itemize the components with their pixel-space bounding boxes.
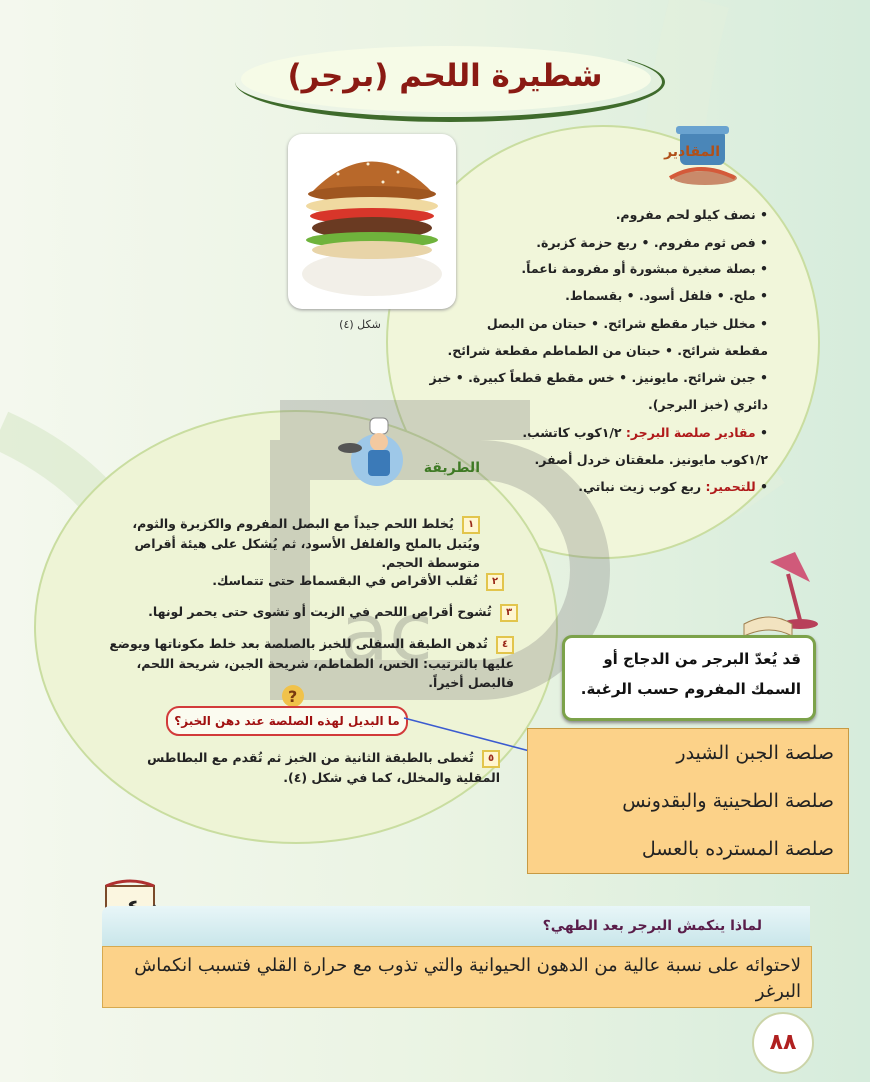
method-step (96, 514, 480, 572)
page-title: شطيرة اللحم (برجر) (287, 58, 603, 94)
step-number: ٢ (486, 573, 504, 591)
step-text: تُقلب الأقراص في البقسماط حتى تتماسك. (212, 573, 478, 588)
step-number: ٥ (482, 750, 500, 768)
answer-item: صلصة المسترده بالعسل (641, 838, 834, 860)
step-number: ١ (462, 516, 480, 534)
title-banner (235, 42, 665, 122)
ingredient-line: • مخلل خيار مقطع شرائح. • حبتان من البصل (486, 316, 768, 331)
watermark-text: ac (340, 586, 434, 679)
sauce-label: مقادير صلصة البرجر: (625, 425, 756, 440)
alternatives-answer-box (527, 728, 849, 874)
step-text: تُغطى بالطبقة الثانية من الخبز ثم تُقدم مع البطاطس المقلية والمخلل، كما في شكل (٤). (147, 750, 500, 785)
answer-item: صلصة الطحينية والبقدونس (622, 790, 834, 812)
method-label: الطريقة (423, 460, 480, 476)
step-text: تُدهن الطبقة السفلى للخبز بالصلصة بعد خلط مكوناتها ويوضع عليها بالترتيب: الخس، الطماطم، شريحة الجبن، شريحة اللحم، فالبصل أخيراً. (109, 636, 514, 690)
tip-line-2: السمك المفروم حسب الرغبة. (580, 680, 801, 698)
photo-caption: شكل (٤) (339, 318, 381, 331)
svg-text:?: ? (288, 687, 298, 706)
ingredients-label: المقادير (664, 144, 720, 160)
ingredient-line: • ملح. • فلفل أسود. • بقسماط. (565, 288, 768, 303)
sauce-line-2: ١/٢كوب مايونيز. ملعقتان خردل أصفر. (534, 452, 768, 467)
page-number: ٨٨ (752, 1012, 814, 1074)
method-step (120, 571, 504, 591)
method-step (96, 634, 514, 692)
ingredient-line: • فص ثوم مفروم. • ربع حزمة كزبرة. (536, 235, 768, 250)
ingredient-line: • بصلة صغيرة مبشورة أو مفرومة ناعماً. (521, 261, 768, 276)
step-text: يُخلط اللحم جيداً مع البصل المفروم والكزبرة والثوم، ويُتبل بالملح والفلفل الأسود، ثم يُشكل على هيئة أقراص متوسطة الحجم. (132, 516, 480, 570)
bottom-answer: لاحتوائه على نسبة عالية من الدهون الحيوانية والتي تذوب مع حرارة القلي فتسبب انكماش البرغر (134, 955, 801, 1002)
question-mark-icon (280, 684, 306, 708)
ingredient-line: دائري (خبز البرجر). (647, 397, 768, 412)
answer-item: صلصة الجبن الشيدر (676, 742, 834, 764)
bottom-question-bar (102, 906, 810, 946)
fry-line: • للتحمير: ربع كوب زيت نباتي. (578, 479, 768, 494)
ingredient-line: مقطعة شرائح. • حبتان من الطماطم مقطعة شرائح. (447, 343, 768, 358)
tip-box (562, 635, 816, 721)
tip-line-1: قد يُعدّ البرجر من الدجاج أو (603, 650, 801, 668)
step-number: ٣ (500, 604, 518, 622)
chef-icon (332, 410, 412, 490)
alternative-question: ما البديل لهذه الصلصة عند دهن الخبز؟ (166, 706, 408, 736)
fry-text: ربع كوب زيت نباتي. (578, 479, 702, 494)
lamp-book-icon (740, 552, 830, 642)
step-number: ٤ (496, 636, 514, 654)
bottom-question: لماذا ينكمش البرجر بعد الطهي؟ (542, 918, 762, 934)
sauce-line: • مقادير صلصة البرجر: ١/٢كوب كاتشب. (522, 425, 768, 440)
method-step (110, 602, 518, 622)
sauce-text-1: ١/٢كوب كاتشب. (522, 425, 622, 440)
ingredient-line: • نصف كيلو لحم مفروم. (615, 207, 768, 222)
bottom-answer-box (102, 946, 812, 1008)
ingredient-line: • جبن شرائح. مايونيز. • خس مقطع قطعاً كبيرة. • خبز (429, 370, 768, 385)
step-text: تُشوح أقراص اللحم في الزيت أو تشوى حتى يحمر لونها. (148, 604, 492, 619)
fry-label: للتحمير: (705, 479, 756, 494)
